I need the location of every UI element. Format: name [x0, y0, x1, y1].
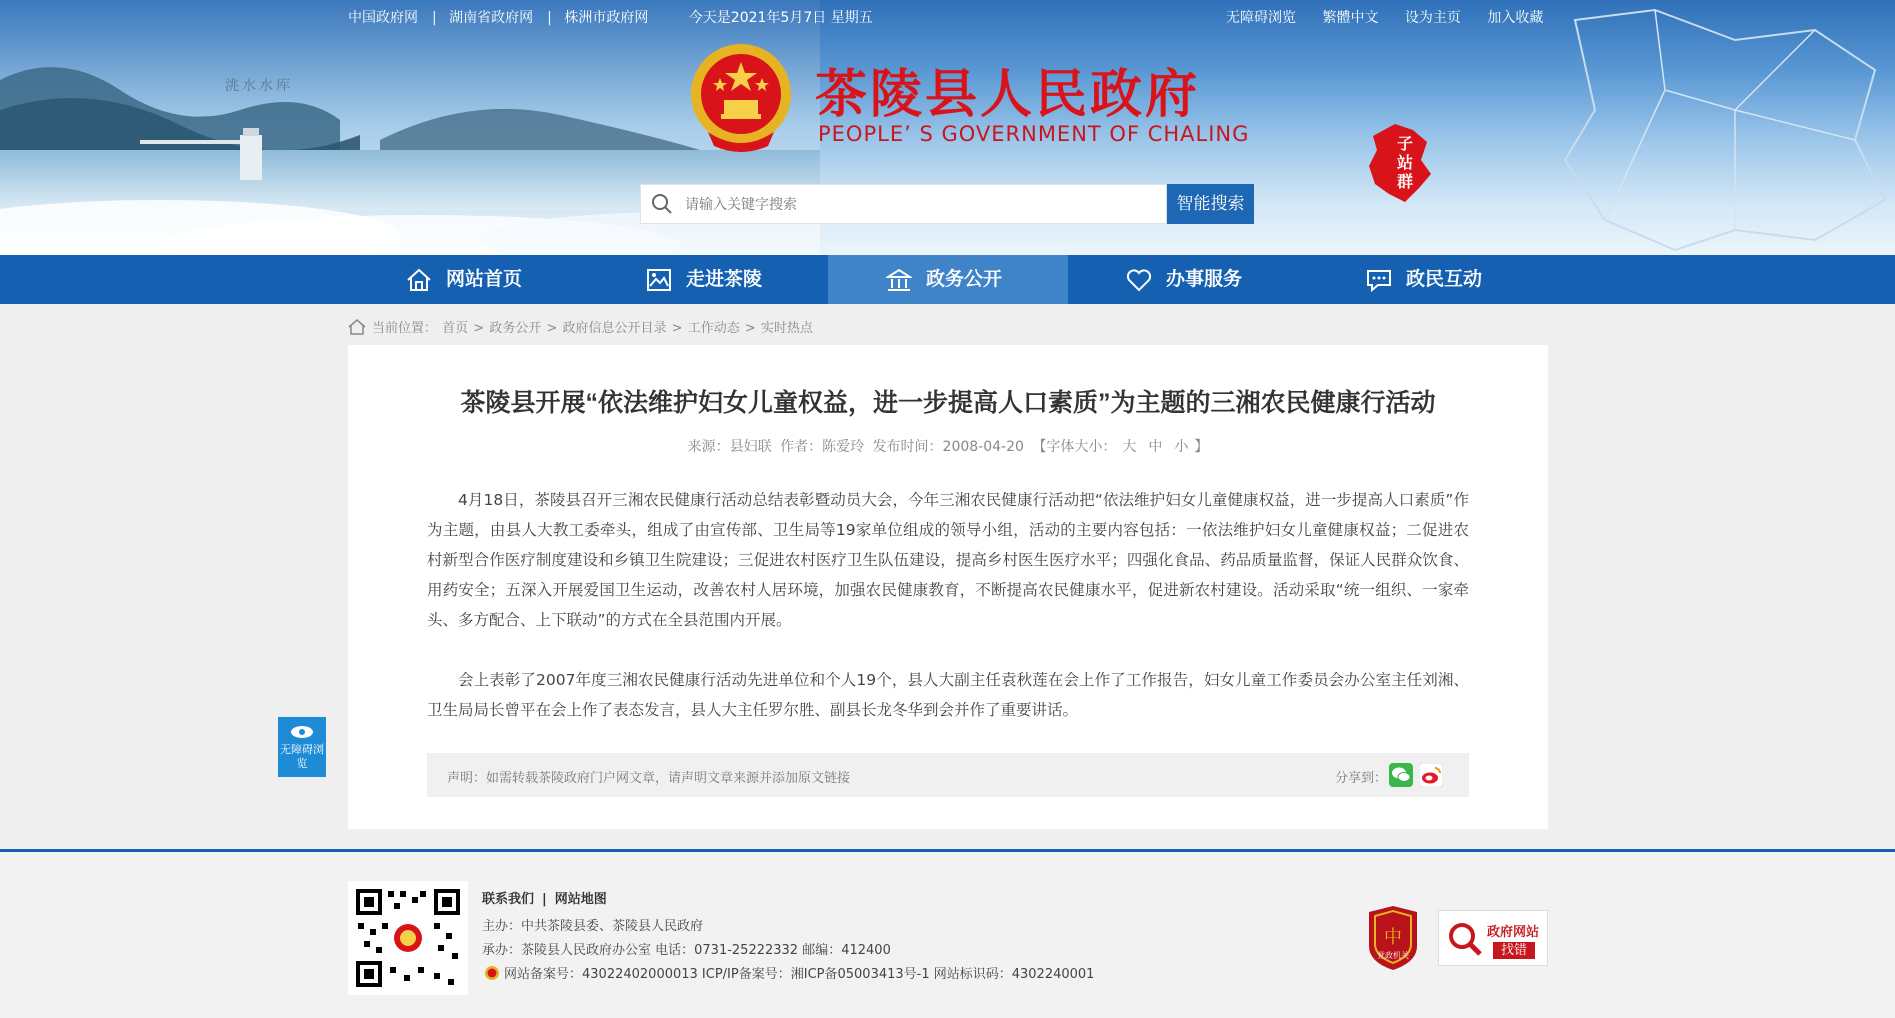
- nav-interaction-label: 政民互动: [1406, 268, 1483, 290]
- breadcrumb-home-icon: [348, 319, 366, 335]
- link-hunan-gov[interactable]: 湖南省政府网: [449, 10, 534, 26]
- font-size-medium[interactable]: 中: [1148, 439, 1163, 455]
- footer-record-text: 网站备案号：43022402000013 ICP/IP备案号：湘ICP备05003413号-1 网站标识码：4302240001: [504, 967, 1095, 982]
- article-author: 作者：陈爱玲: [780, 439, 865, 455]
- breadcrumb: [348, 317, 814, 336]
- nav-home[interactable]: [348, 255, 588, 304]
- breadcrumb-sep: >: [740, 321, 760, 336]
- police-badge-icon: [484, 965, 500, 981]
- eye-icon: [290, 725, 314, 739]
- top-links-right: [1226, 7, 1565, 27]
- party-gov-agency-badge-icon[interactable]: [1365, 906, 1421, 970]
- nav-interaction[interactable]: [1308, 255, 1548, 304]
- breadcrumb-work-news[interactable]: 工作动态: [687, 321, 740, 336]
- nav-home-label: 网站首页: [446, 268, 523, 290]
- link-zhuzhou-gov[interactable]: 株洲市政府网: [564, 10, 649, 26]
- nav-gov-affairs-label: 政务公开: [926, 268, 1003, 290]
- footer-record: [484, 963, 1094, 982]
- breadcrumb-sep: >: [542, 321, 562, 336]
- map-outline-decoration: [1515, 0, 1895, 255]
- article-published: 发布时间：2008-04-20: [872, 439, 1024, 455]
- accessibility-float-button[interactable]: [278, 717, 326, 777]
- share-label: 分享到：: [1335, 771, 1388, 786]
- font-size-large[interactable]: 大: [1122, 439, 1137, 455]
- footer-organizer: 承办：茶陵县人民政府办公室 电话：0731-25222332 邮编：412400: [482, 943, 891, 958]
- article-paragraph: 会上表彰了2007年度三湘农民健康行活动先进单位和个人19个，县人大副主任袁秋莲在会上作了工作报告，妇女儿童工作委员会办公室主任刘湘、卫生局局长曾平在会上作了表态发言，县人大主任罗尔胜、副县长龙冬华到会并作了重要讲话。: [427, 671, 1469, 719]
- breadcrumb-hot-topics[interactable]: 实时热点: [760, 321, 813, 336]
- building-icon: [886, 268, 912, 292]
- breadcrumb-home[interactable]: 首页: [442, 321, 469, 336]
- footer-link-sitemap[interactable]: 网站地图: [554, 892, 607, 907]
- breadcrumb-gov-affairs[interactable]: 政务公开: [489, 321, 542, 336]
- link-china-gov[interactable]: 中国政府网: [348, 10, 418, 26]
- gov-badge-action: 找错: [1493, 942, 1535, 959]
- search-box: [640, 184, 1167, 224]
- search-icon: [651, 193, 673, 215]
- font-size-end: 】: [1194, 439, 1209, 455]
- smart-search-button[interactable]: 智能搜索: [1167, 184, 1254, 224]
- breadcrumb-sep: >: [667, 321, 687, 336]
- wechat-icon[interactable]: [1389, 763, 1413, 787]
- site-header: [0, 0, 1895, 255]
- breadcrumb-sep: >: [469, 321, 489, 336]
- svg-text:中: 中: [1384, 927, 1402, 948]
- article-meta: [348, 436, 1548, 456]
- national-emblem-icon[interactable]: [688, 42, 794, 154]
- site-footer: [0, 852, 1895, 1018]
- search-input[interactable]: [685, 185, 1155, 223]
- link-accessibility[interactable]: 无障碍浏览: [1226, 10, 1296, 26]
- site-subtitle: PEOPLE’ S GOVERNMENT OF CHALING: [818, 122, 1250, 146]
- nav-about-chaling-label: 走进茶陵: [686, 268, 763, 290]
- article-title: 茶陵县开展“依法维护妇女儿童权益，进一步提高人口素质”为主题的三湘农民健康行活动: [460, 389, 1436, 417]
- link-traditional-chinese[interactable]: 繁體中文: [1322, 10, 1379, 26]
- reprint-notice-bar: [427, 753, 1469, 797]
- current-date: 今天是2021年5月7日 星期五: [688, 10, 873, 26]
- article-card: [348, 345, 1548, 829]
- main-nav: [0, 255, 1895, 304]
- article-source: 来源：县妇联: [687, 439, 772, 455]
- chat-icon: [1366, 268, 1392, 292]
- article-paragraph: 4月18日，茶陵县召开三湘农民健康行活动总结表彰暨动员大会，今年三湘农民健康行活动把“依法维护妇女儿童健康权益，进一步提高人口素质”作为主题，由县人大教工委牵头，组成了由宣传部、卫生局等19家单位组成的领导小组，活动的主要内容包括：一依法维护妇女儿童健康权益；二促进农村新型合作医疗制度建设和乡镇卫生院建设；三促进农村医疗卫生队伍建设，提高乡村医生医疗水平；四强化食品、药品质量监督，保证人民群众饮食、用药安全；五深入开展爱国卫生运动，改善农村人居环境，加强农民健康教育，不断提高农民健康水平，促进新农村建设。活动采取“统一组织、一家牵头、多方配合、上下联动”的方式在全县范围内开展。: [427, 491, 1469, 629]
- nav-services-label: 办事服务: [1166, 268, 1243, 290]
- top-links-left: 中国政府网 | 湖南省政府网 | 株洲市政府网 今天是2021年5月7日 星期五: [348, 10, 873, 26]
- qr-code: [348, 881, 468, 995]
- substation-label[interactable]: 子站群: [1396, 134, 1413, 191]
- breadcrumb-prefix: 当前位置：: [372, 321, 438, 336]
- picture-icon: [646, 268, 672, 292]
- party-badge-label: 党政机关: [1377, 951, 1409, 960]
- footer-link-contact[interactable]: 联系我们: [482, 892, 535, 907]
- gov-badge-title: 政府网站: [1487, 925, 1540, 940]
- nav-services[interactable]: [1068, 255, 1308, 304]
- footer-links: 联系我们 | 网站地图: [482, 892, 607, 907]
- font-size-label: 【字体大小：: [1032, 439, 1117, 455]
- nav-about-chaling[interactable]: [588, 255, 828, 304]
- weibo-icon[interactable]: [1419, 763, 1443, 787]
- site-title: 茶陵县人民政府: [815, 64, 1201, 125]
- footer-host: 主办：中共茶陵县委、茶陵县人民政府: [482, 919, 704, 934]
- qr-code-image: [354, 887, 462, 989]
- lake-label: 洮水水库: [225, 78, 293, 94]
- font-size-small[interactable]: 小: [1174, 439, 1189, 455]
- link-add-favorite[interactable]: 加入收藏: [1487, 10, 1544, 26]
- home-icon: [406, 268, 432, 292]
- article-body: [427, 485, 1469, 755]
- nav-gov-affairs[interactable]: [828, 255, 1068, 304]
- reprint-notice: 声明：如需转载茶陵政府门户网文章，请声明文章来源并添加原文链接: [447, 771, 851, 786]
- gov-site-error-report[interactable]: [1438, 910, 1548, 966]
- link-set-homepage[interactable]: 设为主页: [1404, 10, 1461, 26]
- heart-icon: [1126, 268, 1152, 292]
- magnifier-icon: [1447, 921, 1483, 957]
- accessibility-float-label: 无障碍浏览: [280, 743, 324, 770]
- breadcrumb-info-catalog[interactable]: 政府信息公开目录: [562, 321, 667, 336]
